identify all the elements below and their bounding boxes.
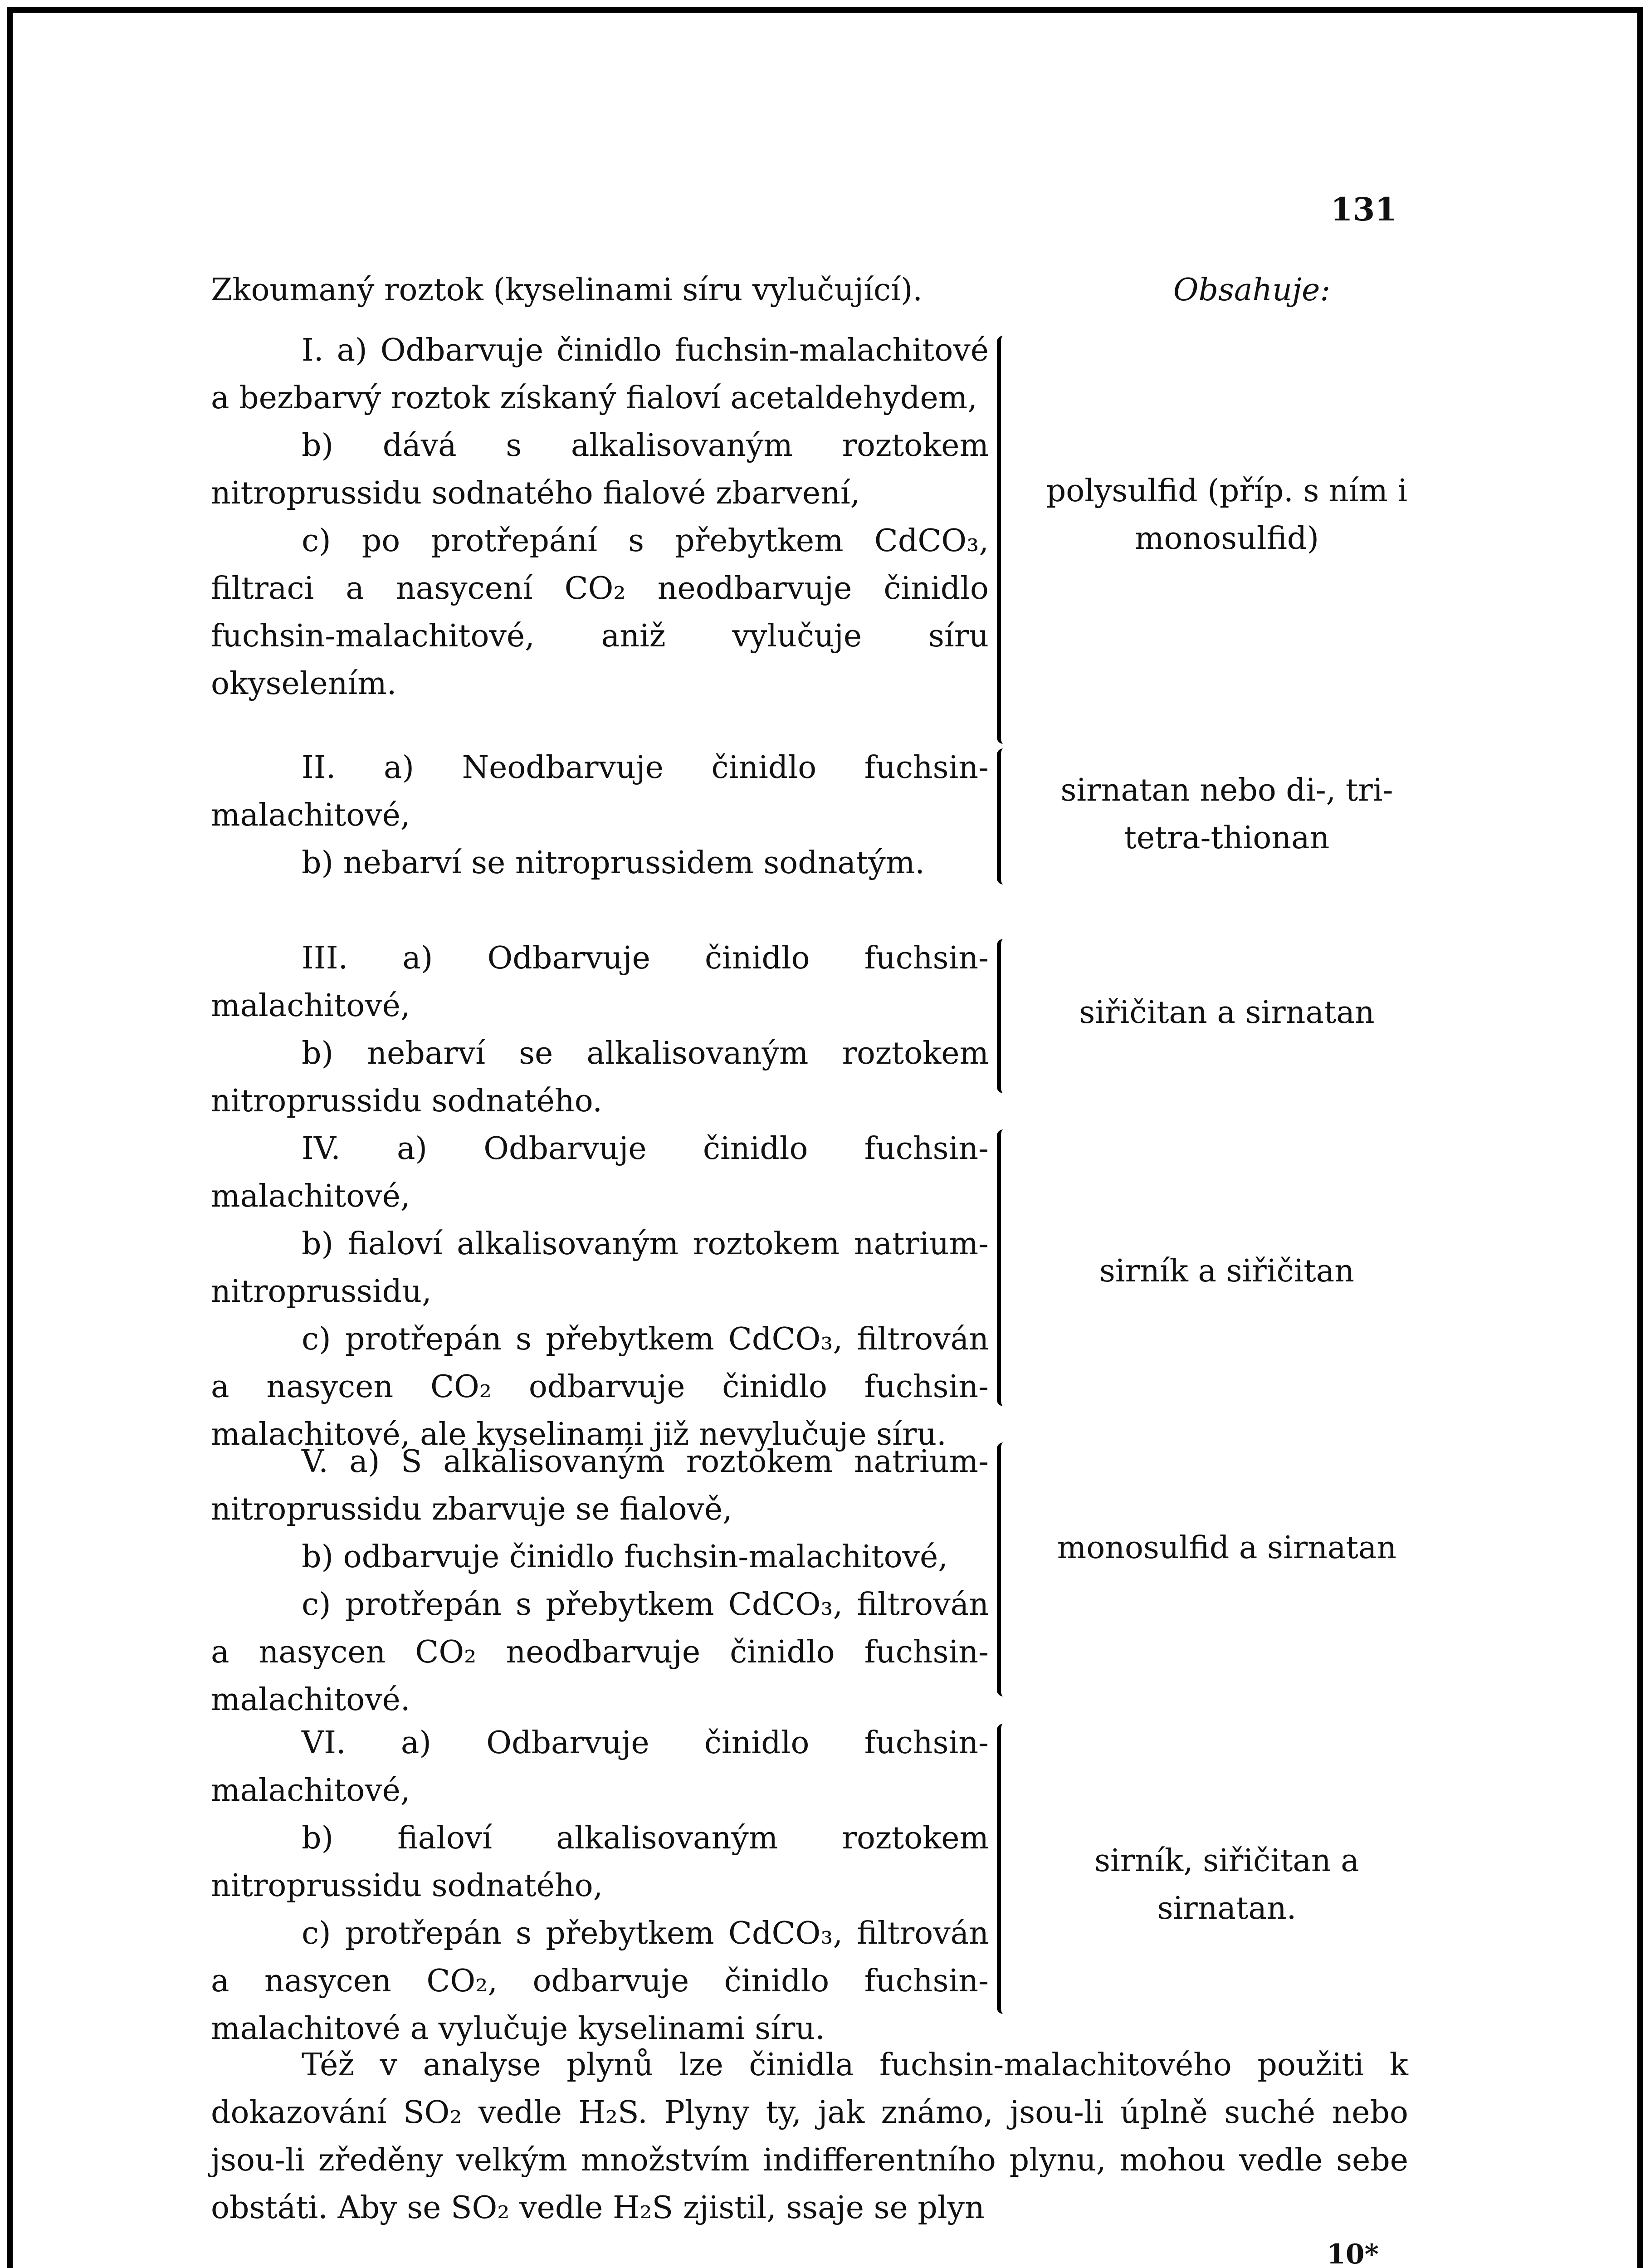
section-4-line-c: c) protřepán s přebytkem CdCO₃, filtrován a nasycen CO₂ odbarvuje činidlo fuchsin-malachitové, ale kyselinami již nevylučuje síru. <box>211 1321 989 1452</box>
section-4-line-b: b) fialoví alkalisovaným roztokem natrium-nitroprussidu, <box>211 1226 989 1310</box>
section-6-line-b: b) fialoví alkalisovaným roztokem nitroprussidu sodnatého, <box>211 1820 989 1904</box>
column-header-sample: Zkoumaný roztok (kyselinami síru vylučující). <box>211 272 923 308</box>
footer-paragraph: Též v analyse plynů lze činidla fuchsin-malachitového použiti k dokazování SO₂ vedle H₂S. Plyny ty, jak známo, jsou-li úplně suché nebo jsou-li zředěny velkým množstvím indifferentního plynu, mohou vedle sebe obstáti. Aby se SO₂ vedle H₂S zjistil, ssaje se plyn <box>211 2047 1408 2226</box>
section-2-description <box>211 744 989 887</box>
section-6-brace <box>997 1724 1015 2014</box>
section-2-result: sirnatan nebo di-, tri-tetra-thionan <box>1060 772 1393 856</box>
section-6-description <box>211 1719 989 2053</box>
section-1-description <box>211 327 989 708</box>
section-3-brace <box>997 939 1015 1093</box>
section-2-line-a: II. a) Neodbarvuje činidlo fuchsin-malachitové, <box>211 750 989 833</box>
section-6-line-a: VI. a) Odbarvuje činidlo fuchsin-malachitové, <box>211 1725 989 1809</box>
section-3-line-a: III. a) Odbarvuje činidlo fuchsin-malachitové, <box>211 940 989 1024</box>
section-5-line-a: V. a) S alkalisovaným roztokem natrium-nitroprussidu zbarvuje se fialově, <box>211 1444 989 1527</box>
section-1-result: polysulfid (příp. s ním i monosulfid) <box>1046 473 1408 557</box>
section-5-brace <box>997 1442 1015 1696</box>
section-5-result: monosulfid a sirnatan <box>1057 1530 1397 1566</box>
section-1-brace <box>997 336 1015 744</box>
section-1-line-b: b) dává s alkalisovaným roztokem nitroprussidu sodnatého fialové zbarvení, <box>211 428 989 511</box>
section-4-description <box>211 1125 989 1458</box>
page-number: 131 <box>1330 191 1397 228</box>
section-6-line-c: c) protřepán s přebytkem CdCO₃, filtrován a nasycen CO₂, odbarvuje činidlo fuchsin-malachitové a vylučuje kyselinami síru. <box>211 1916 989 2047</box>
section-3-result: siřičitan a sirnatan <box>1079 995 1375 1031</box>
signature-mark: 10* <box>1327 2239 1379 2268</box>
footer-paragraph-block <box>211 2041 1408 2232</box>
section-4-result: sirník a siřičitan <box>1099 1253 1355 1289</box>
section-4-brace <box>997 1129 1015 1406</box>
section-1-line-c: c) po protřepání s přebytkem CdCO₃, filtraci a nasycení CO₂ neodbarvuje činidlo fuchsin-malachitové, aniž vylučuje síru okyselením. <box>211 523 989 702</box>
section-4-line-a: IV. a) Odbarvuje činidlo fuchsin-malachitové, <box>211 1131 989 1214</box>
section-5-line-b: b) odbarvuje činidlo fuchsin-malachitové, <box>302 1539 948 1575</box>
section-3-line-b: b) nebarví se alkalisovaným roztokem nitroprussidu sodnatého. <box>211 1036 989 1119</box>
section-2-brace <box>997 748 1015 885</box>
section-3-description <box>211 934 989 1125</box>
column-header-contains: Obsahuje: <box>1173 272 1331 308</box>
section-5-line-c: c) protřepán s přebytkem CdCO₃, filtrován a nasycen CO₂ neodbarvuje činidlo fuchsin-malachitové. <box>211 1587 989 1718</box>
section-1-line-a: I. a) Odbarvuje činidlo fuchsin-malachitové a bezbarvý roztok získaný fialoví acetaldehydem, <box>211 332 989 416</box>
section-2-line-b: b) nebarví se nitroprussidem sodnatým. <box>302 845 925 881</box>
section-6-result: sirník, siřičitan a sirnatan. <box>1094 1843 1359 1926</box>
section-5-description <box>211 1438 989 1724</box>
